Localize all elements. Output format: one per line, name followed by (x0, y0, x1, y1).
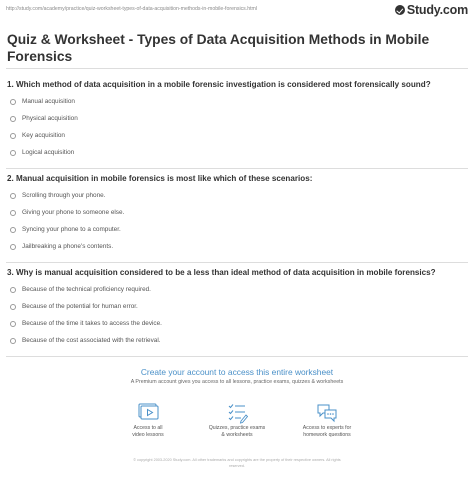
question-1-options (10, 93, 78, 161)
answer-label: Scrolling through your phone. (22, 192, 106, 199)
answer-option[interactable] (10, 315, 162, 332)
divider (6, 168, 468, 169)
page-header (6, 3, 468, 17)
answer-option[interactable] (10, 187, 124, 204)
cta-subtitle: A Premium account gives you access to all lessons, practice exams, quizzes & worksheets (130, 379, 344, 385)
divider (6, 356, 468, 357)
question-2-text: 2. Manual acquisition in mobile forensics is most like which of these scenarios: (7, 174, 313, 183)
radio-circle-icon[interactable] (10, 227, 16, 233)
logo-text: Study.com (406, 3, 468, 17)
answer-label: Because of the potential for human error. (22, 303, 138, 310)
answer-option[interactable] (10, 332, 162, 349)
radio-circle-icon[interactable] (10, 304, 16, 310)
feature-video-lessons (103, 402, 193, 439)
feature-caption-line: & worksheets (221, 432, 253, 438)
video-lessons-icon (137, 402, 159, 424)
premium-cta (0, 367, 474, 385)
answer-option[interactable] (10, 110, 78, 127)
feature-caption-line: homework questions (303, 432, 351, 438)
answer-option[interactable] (10, 204, 124, 221)
feature-caption-line: video lessons (132, 432, 164, 438)
copyright-line: © copyright 2003-2020 Study.com. All other trademarks and copyrights are the property of their respective owners. All rights (133, 458, 341, 462)
feature-experts (282, 402, 372, 439)
radio-circle-icon[interactable] (10, 321, 16, 327)
premium-features (0, 402, 474, 450)
cta-title[interactable]: Create your account to access this entire worksheet (140, 367, 334, 377)
copyright-line: reserved. (229, 463, 245, 468)
answer-label: Key acquisition (22, 132, 65, 139)
copyright-footer (0, 458, 474, 469)
radio-circle-icon[interactable] (10, 116, 16, 122)
feature-quizzes (192, 402, 282, 439)
radio-circle-icon[interactable] (10, 99, 16, 105)
answer-label: Logical acquisition (22, 149, 75, 156)
answer-label: Because of the time it takes to access the device. (22, 320, 162, 327)
question-3-options (10, 281, 162, 349)
answer-label: Physical acquisition (22, 115, 78, 122)
radio-circle-icon[interactable] (10, 193, 16, 199)
radio-circle-icon[interactable] (10, 338, 16, 344)
answer-label: Syncing your phone to a computer. (22, 226, 121, 233)
divider (6, 262, 468, 263)
feature-caption-line: Access to all (133, 425, 163, 431)
answer-label: Manual acquisition (22, 98, 75, 105)
question-1-text: 1. Which method of data acquisition in a mobile forensic investigation is considered most forensically sound? (7, 80, 431, 89)
answer-option[interactable] (10, 298, 162, 315)
study-logo[interactable] (395, 3, 468, 17)
radio-circle-icon[interactable] (10, 210, 16, 216)
answer-label: Because of the cost associated with the retrieval. (22, 337, 161, 344)
answer-option[interactable] (10, 127, 78, 144)
answer-option[interactable] (10, 93, 78, 110)
question-3-text: 3. Why is manual acquisition considered to be a less than ideal method of data acquisition in mobile forensics? (7, 268, 436, 277)
page-title: Quiz & Worksheet - Types of Data Acquisition Methods in Mobile Forensics (7, 32, 430, 64)
radio-circle-icon[interactable] (10, 133, 16, 139)
question-2-options (10, 187, 124, 255)
answer-option[interactable] (10, 238, 124, 255)
answer-option[interactable] (10, 221, 124, 238)
feature-caption-line: Quizzes, practice exams (208, 425, 266, 431)
quizzes-checklist-icon (226, 402, 248, 424)
feature-caption-line: Access to experts for (302, 425, 352, 431)
checkmark-icon (395, 5, 405, 15)
radio-circle-icon[interactable] (10, 150, 16, 156)
answer-label: Jailbreaking a phone's contents. (22, 243, 114, 250)
divider (6, 68, 468, 69)
answer-option[interactable] (10, 144, 78, 161)
answer-label: Because of the technical proficiency required. (22, 286, 151, 293)
page-url: http://study.com/academy/practice/quiz-worksheet-types-of-data-acquisition-methods-in-mobile-forensics.html (6, 6, 258, 12)
expert-chat-icon (316, 402, 338, 424)
radio-circle-icon[interactable] (10, 244, 16, 250)
radio-circle-icon[interactable] (10, 287, 16, 293)
answer-option[interactable] (10, 281, 162, 298)
answer-label: Giving your phone to someone else. (22, 209, 125, 216)
